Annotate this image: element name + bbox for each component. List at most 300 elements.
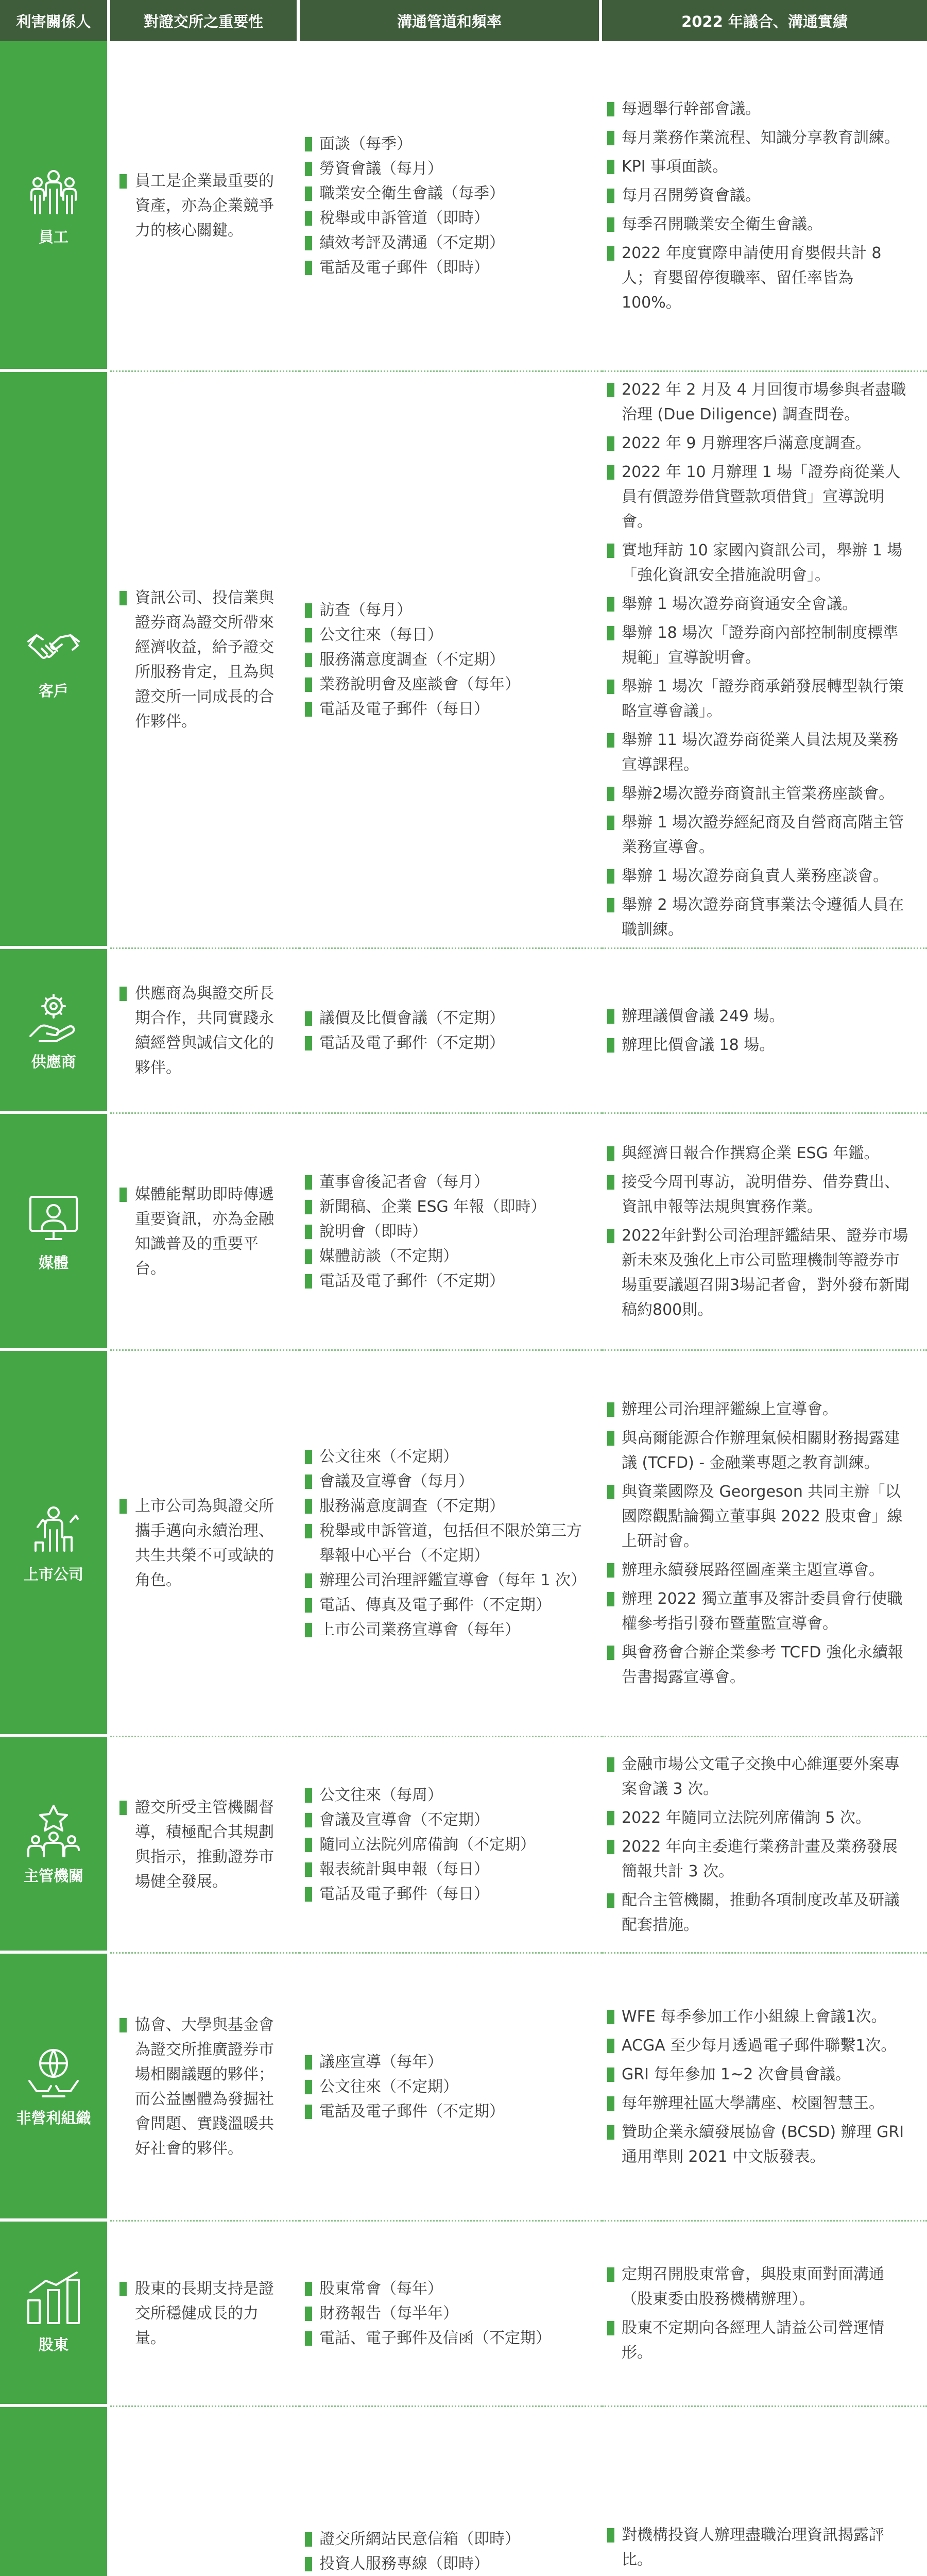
channel-item-text: 投資人服務專線（即時）: [319, 2554, 489, 2573]
result-item-text: 舉辦 1 場次證券經紀商及自營商高階主管業務宣導會。: [622, 813, 904, 856]
result-item-text: 股東不定期向各經理人請益公司營運情形。: [622, 2318, 884, 2362]
result-item-text: 舉辦 1 場次「證券商承銷發展轉型執行策略宣導會議」。: [622, 677, 904, 720]
result-item-text: 辦理永續發展路徑圖產業主題宣導會。: [622, 1561, 884, 1579]
channels-cell: [300, 1954, 602, 2222]
regulator-icon: [25, 1803, 82, 1859]
bullet-marker: [607, 2125, 614, 2140]
stakeholder-cell: [0, 1351, 110, 1737]
bullet-marker: [607, 2096, 614, 2111]
result-item: [607, 810, 912, 860]
bullet-marker: [305, 628, 312, 642]
header-channels: 溝通管道和頻率: [300, 0, 602, 41]
result-item: [607, 1587, 912, 1636]
bullet-marker: [305, 2532, 312, 2547]
result-item: [607, 1224, 912, 1323]
result-item-text: WFE 每季參加工作小組線上會議1次。: [622, 2007, 887, 2026]
result-item-text: 2022 年 2 月及 4 月回復市場參與者盡職治理 (Due Diligence) 調查問卷。: [622, 380, 906, 423]
result-item: [607, 1558, 912, 1583]
result-item-text: 舉辦2場次證券商資訊主管業務座談會。: [622, 784, 895, 803]
result-item-text: 2022年針對公司治理評鑑結果、證券市場新未來及強化上市公司監理機制等證券市場重要議題召開3場記者會，對外發布新聞稿約800則。: [622, 1226, 910, 1319]
channels-list: [305, 2527, 592, 2576]
channel-item: [305, 132, 592, 157]
bullet-marker: [607, 733, 614, 748]
bullet-marker: [305, 1475, 312, 1489]
channels-list: [305, 2277, 592, 2351]
bullet-marker: [607, 597, 614, 612]
channel-item-text: 說明會（即時）: [319, 1222, 427, 1241]
stakeholder-row: [0, 2407, 927, 2576]
result-item: [607, 2091, 912, 2116]
bullet-marker: [119, 2282, 127, 2296]
result-item: [607, 2316, 912, 2365]
result-item-text: 辦理議價會議 249 場。: [622, 1007, 785, 1025]
result-item: [607, 1806, 912, 1831]
importance-cell: [110, 1737, 300, 1954]
bullet-marker: [607, 131, 614, 145]
results-cell: [602, 1737, 927, 1954]
bullet-marker: [305, 162, 312, 176]
result-item-text: 對機構投資人辦理盡職治理資訊揭露評比。: [622, 2526, 884, 2569]
channel-item-text: 稅舉或申訴管道，包括但不限於第三方舉報中心平台（不定期）: [319, 1521, 582, 1565]
channels-list: [305, 598, 592, 722]
bullet-marker: [607, 1840, 614, 1854]
result-item: [607, 155, 912, 179]
importance-text: 證交所受主管機關督導，積極配合其規劃與指示，推動證券市場健全發展。: [135, 1798, 274, 1891]
stakeholder-row: [0, 1114, 927, 1351]
result-item: [607, 2120, 912, 2170]
channels-cell: [300, 2222, 602, 2407]
importance-block: [119, 1494, 285, 1593]
channel-item-text: 電話及電子郵件（不定期）: [319, 1272, 505, 1290]
bullet-marker: [607, 1009, 614, 1024]
header-stakeholder: 利害關係人: [0, 0, 110, 41]
channel-item-text: 證交所網站民意信箱（即時）: [319, 2530, 520, 2548]
result-item-text: 2022 年 10 月辦理 1 場「證券商從業人員有價證券借貸暨款項借貸」宣導說明會。: [622, 463, 901, 531]
bullet-marker: [119, 1801, 127, 1815]
bullet-marker: [607, 1811, 614, 1825]
channel-item-text: 上市公司業務宣導會（每年）: [319, 1620, 520, 1639]
stakeholder-row: [0, 372, 927, 949]
channel-item-text: 股東常會（每年）: [319, 2279, 443, 2298]
result-item: [607, 212, 912, 237]
channel-item-text: 勞資會議（每月）: [319, 159, 443, 178]
result-item: [607, 782, 912, 806]
channel-item: [305, 2527, 592, 2552]
channel-item: [305, 1006, 592, 1031]
bullet-marker: [305, 1011, 312, 1026]
result-item: [607, 1426, 912, 1476]
channel-item: [305, 2326, 592, 2351]
bullet-marker: [607, 898, 614, 912]
channels-list: [305, 1006, 592, 1056]
stakeholder-row: [0, 1954, 927, 2222]
results-list: [607, 1141, 912, 1323]
result-item: [607, 2005, 912, 2029]
importance-text: 員工是企業最重要的資產，亦為企業競爭力的核心關鍵。: [135, 172, 274, 240]
result-item: [607, 2062, 912, 2087]
result-item-text: 舉辦 11 場次證券商從業人員法規及業務宣導課程。: [622, 731, 899, 774]
bullet-marker: [305, 1450, 312, 1464]
channel-item: [305, 181, 592, 206]
bullet-marker: [305, 1036, 312, 1050]
channel-item-text: 服務滿意度調查（不定期）: [319, 650, 505, 669]
bullet-marker: [607, 869, 614, 884]
result-item-text: ACGA 至少每月透過電子郵件聯繫1次。: [622, 2036, 897, 2055]
bullet-marker: [119, 174, 127, 189]
result-item: [607, 538, 912, 588]
results-cell: [602, 372, 927, 949]
stakeholder-name: 股東: [38, 2336, 68, 2353]
importance-cell: [110, 949, 300, 1114]
channels-cell: [300, 2407, 602, 2576]
bullet-marker: [607, 1646, 614, 1660]
importance-text: 媒體能幫助即時傳遞重要資訊，亦為金融知識普及的重要平台。: [135, 1185, 274, 1278]
bullet-marker: [305, 1813, 312, 1827]
result-item-text: 舉辦 1 場次證券商負責人業務座談會。: [622, 867, 889, 885]
bullet-marker: [607, 2010, 614, 2024]
importance-block: [119, 586, 285, 734]
employee-icon: [25, 164, 82, 221]
results-list: [607, 2262, 912, 2365]
channel-item: [305, 2050, 592, 2075]
channel-item: [305, 1445, 592, 1469]
channel-item-text: 電話及電子郵件（不定期）: [319, 1033, 505, 1052]
bullet-marker: [607, 1038, 614, 1053]
channel-item: [305, 1833, 592, 1857]
header-row: [0, 0, 927, 41]
bullet-marker: [607, 2039, 614, 2053]
result-item: [607, 1141, 912, 1166]
result-item-text: 2022 年 9 月辦理客戶滿意度調查。: [622, 434, 871, 452]
bullet-marker: [607, 816, 614, 830]
bullet-marker: [305, 1249, 312, 1264]
bullet-marker: [305, 1175, 312, 1190]
bullet-marker: [305, 603, 312, 618]
result-item-text: 舉辦 2 場次證券商貸事業法令遵循人員在職訓練。: [622, 895, 904, 939]
stakeholder-row: [0, 1351, 927, 1737]
bullet-marker: [607, 1146, 614, 1161]
channels-cell: [300, 41, 602, 372]
header-importance: 對證交所之重要性: [110, 0, 300, 41]
channel-item: [305, 157, 592, 181]
channel-item-text: 財務報告（每半年）: [319, 2304, 458, 2323]
result-item: [607, 1004, 912, 1029]
bullet-marker: [607, 1485, 614, 1499]
result-item: [607, 1480, 912, 1554]
stakeholder-name: 員工: [38, 228, 68, 246]
stakeholder-row: [0, 949, 927, 1114]
result-item-text: 定期召開股東常會，與股東面對面溝通（股東委由股務機構辦理）。: [622, 2265, 884, 2308]
bullet-marker: [305, 653, 312, 667]
channel-item: [305, 1469, 592, 1494]
result-item-text: 每月召開勞資會議。: [622, 186, 761, 205]
results-list: [607, 2523, 912, 2576]
channel-item: [305, 672, 592, 697]
channel-item-text: 電話及電子郵件（每日）: [319, 1885, 489, 1903]
bullet-marker: [607, 1757, 614, 1772]
channel-item-text: 電話、傳真及電子郵件（不定期）: [319, 1596, 551, 1614]
result-item: [607, 1170, 912, 1219]
bullet-marker: [305, 2557, 312, 2571]
bullet-marker: [305, 137, 312, 151]
bullet-marker: [305, 261, 312, 275]
result-item: [607, 1888, 912, 1938]
channel-item: [305, 1494, 592, 1519]
results-cell: [602, 949, 927, 1114]
bullet-marker: [305, 2307, 312, 2321]
channel-item: [305, 1269, 592, 1294]
result-item: [607, 126, 912, 150]
bullet-marker: [305, 211, 312, 226]
result-item: [607, 1033, 912, 1058]
importance-cell: [110, 41, 300, 372]
channel-item: [305, 2075, 592, 2099]
importance-text: 供應商為與證交所長期合作，共同實踐永續經營與誠信文化的夥伴。: [135, 984, 274, 1077]
channel-item-text: 電話及電子郵件（不定期）: [319, 2102, 505, 2121]
bullet-marker: [607, 1229, 614, 1243]
bullet-marker: [607, 1402, 614, 1417]
stakeholder-name: 主管機關: [23, 1867, 83, 1885]
channel-item: [305, 1882, 592, 1907]
channel-item-text: 電話及電子郵件（每日）: [319, 700, 489, 718]
bullet-marker: [305, 2282, 312, 2296]
stakeholder-cell: [0, 2222, 110, 2407]
channel-item-text: 公文往來（每周）: [319, 1786, 443, 1804]
result-item-text: 實地拜訪 10 家國內資訊公司，舉辦 1 場「強化資訊安全措施說明會」。: [622, 541, 903, 584]
channel-item-text: 電話及電子郵件（即時）: [319, 258, 489, 277]
result-item: [607, 431, 912, 456]
stakeholder-name: 供應商: [31, 1053, 76, 1071]
stakeholder-cell: [0, 372, 110, 949]
channels-cell: [300, 372, 602, 949]
result-item-text: 辦理 2022 獨立董事及審計委員會行使職權參考指引發布暨董監宣導會。: [622, 1589, 903, 1633]
stakeholder-name: 上市公司: [23, 1566, 83, 1583]
bullet-marker: [305, 702, 312, 717]
channels-list: [305, 1445, 592, 1642]
result-item-text: 配合主管機關，推動各項制度改革及研議配套措施。: [622, 1891, 900, 1934]
header-results: 2022 年議合、溝通實績: [602, 0, 927, 41]
result-item-text: 2022 年向主委進行業務計畫及業務發展簡報共計 3 次。: [622, 1837, 898, 1880]
bullet-marker: [305, 1862, 312, 1877]
channel-item-text: 新聞稿、企業 ESG 年報（即時）: [319, 1197, 546, 1216]
bullet-marker: [305, 1887, 312, 1902]
bullet-marker: [607, 1893, 614, 1908]
importance-block: [119, 2013, 285, 2161]
channels-list: [305, 2050, 592, 2124]
bullet-marker: [305, 1598, 312, 1613]
bullet-marker: [607, 217, 614, 232]
result-item-text: 贊助企業永續發展協會 (BCSD) 辦理 GRI 通用準則 2021 中文版發表。: [622, 2123, 904, 2166]
stakeholder-name: 客戶: [38, 682, 68, 700]
importance-text: 股東的長期支持是證交所穩健成長的力量。: [135, 2279, 274, 2347]
importance-block: [119, 981, 285, 1080]
channel-item: [305, 1195, 592, 1219]
importance-block: [119, 169, 285, 243]
channels-cell: [300, 949, 602, 1114]
channels-cell: [300, 1737, 602, 1954]
bullet-marker: [607, 2267, 614, 2282]
stakeholder-cell: [0, 41, 110, 372]
channel-item: [305, 1593, 592, 1618]
stakeholder-name: 非營利組織: [16, 2109, 91, 2127]
channel-item-text: 董事會後記者會（每月）: [319, 1173, 489, 1191]
bullet-marker: [305, 2331, 312, 2346]
channel-item-text: 職業安全衛生會議（每季）: [319, 184, 505, 202]
importance-block: [119, 1795, 285, 1894]
bullet-marker: [607, 383, 614, 397]
bullet-marker: [607, 2528, 614, 2543]
result-item: [607, 592, 912, 617]
shareholder-icon: [25, 2272, 82, 2328]
channel-item: [305, 206, 592, 231]
channel-item-text: 會議及宣導會（不定期）: [319, 1810, 489, 1829]
stakeholder-cell: [0, 949, 110, 1114]
result-item: [607, 674, 912, 724]
channel-item-text: 媒體訪談（不定期）: [319, 1247, 458, 1265]
result-item: [607, 864, 912, 889]
channel-item: [305, 2552, 592, 2576]
channel-item-text: 報表統計與申報（每日）: [319, 1860, 489, 1878]
channels-cell: [300, 1114, 602, 1351]
bullet-marker: [305, 1499, 312, 1514]
stakeholder-row: [0, 41, 927, 372]
result-item: [607, 378, 912, 427]
bullet-marker: [305, 1573, 312, 1588]
channel-item-text: 電話、電子郵件及信函（不定期）: [319, 2329, 551, 2347]
bullet-marker: [119, 987, 127, 1001]
channel-item: [305, 2301, 592, 2326]
bullet-marker: [305, 1838, 312, 1852]
importance-cell: [110, 2407, 300, 2576]
results-list: [607, 97, 912, 315]
npo-icon: [25, 2045, 82, 2102]
channel-item-text: 隨同立法院列席備詢（不定期）: [319, 1835, 536, 1854]
bullet-marker: [305, 1200, 312, 1214]
importance-block: [119, 1182, 285, 1281]
results-list: [607, 2005, 912, 2170]
channel-item-text: 訪查（每月）: [319, 601, 412, 619]
results-cell: [602, 2222, 927, 2407]
stakeholder-name: 媒體: [38, 1254, 68, 1272]
importance-cell: [110, 372, 300, 949]
channel-item-text: 公文往來（每日）: [319, 625, 443, 644]
bullet-marker: [607, 1431, 614, 1446]
channel-item: [305, 231, 592, 256]
listed-company-icon: [25, 1501, 82, 1558]
stakeholder-row: [0, 1737, 927, 1954]
table-header: [0, 0, 927, 41]
stakeholder-cell: [0, 2407, 110, 2576]
result-item: [607, 183, 912, 208]
stakeholder-row: [0, 2222, 927, 2407]
channel-item-text: 服務滿意度調查（不定期）: [319, 1497, 505, 1515]
bullet-marker: [119, 1188, 127, 1202]
bullet-marker: [305, 2080, 312, 2094]
handshake-icon: [25, 618, 82, 674]
channel-item: [305, 1031, 592, 1056]
channel-item: [305, 1618, 592, 1642]
result-item-text: 舉辦 18 場次「證券商內部控制制度標準規範」宣導說明會。: [622, 623, 899, 667]
bullet-marker: [607, 2067, 614, 2082]
stakeholder-cell: [0, 1114, 110, 1351]
result-item: [607, 2523, 912, 2572]
bullet-marker: [607, 544, 614, 558]
bullet-marker: [607, 1563, 614, 1578]
importance-text: 協會、大學與基金會為證交所推廣證券市場相關議題的夥伴；而公益團體為發掘社會問題、實踐溫暖共好社會的夥伴。: [135, 2015, 274, 2158]
result-item: [607, 1640, 912, 1690]
channel-item: [305, 623, 592, 648]
channel-item: [305, 697, 592, 722]
bullet-marker: [119, 1499, 127, 1514]
result-item-text: 與會務會合辦企業參考 TCFD 強化永續報告書揭露宣導會。: [622, 1643, 903, 1686]
bullet-marker: [119, 591, 127, 605]
channel-item: [305, 1519, 592, 1568]
result-item: [607, 460, 912, 534]
result-item-text: 每年辦理社區大學講座、校園智慧王。: [622, 2094, 884, 2112]
bullet-marker: [305, 2055, 312, 2070]
result-item-text: 與高爾能源合作辦理氣候相關財務揭露建議 (TCFD) - 金融業專題之教育訓練。: [622, 1429, 900, 1472]
channels-list: [305, 132, 592, 280]
bullet-marker: [607, 160, 614, 174]
result-item: [607, 2033, 912, 2058]
result-item: [607, 621, 912, 670]
result-item: [607, 97, 912, 122]
results-list: [607, 1004, 912, 1058]
channel-item: [305, 598, 592, 623]
channel-item: [305, 1783, 592, 1808]
importance-cell: [110, 2222, 300, 2407]
importance-cell: [110, 1954, 300, 2222]
results-list: [607, 1752, 912, 1938]
channel-item: [305, 2277, 592, 2301]
bullet-marker: [305, 236, 312, 250]
results-list: [607, 1397, 912, 1690]
result-item: [607, 1397, 912, 1422]
result-item-text: GRI 每年參加 1~2 次會員會議。: [622, 2065, 851, 2083]
bullet-marker: [607, 626, 614, 640]
channel-item: [305, 2099, 592, 2124]
bullet-marker: [607, 189, 614, 203]
bullet-marker: [305, 1274, 312, 1289]
channel-item: [305, 1568, 592, 1593]
result-item-text: KPI 事項面談。: [622, 157, 728, 176]
bullet-marker: [305, 1788, 312, 1803]
result-item-text: 與資業國際及 Georgeson 共同主辦「以國際觀點論獨立董事與 2022 股東會」線上研討會。: [622, 1482, 903, 1550]
stakeholder-cell: [0, 1737, 110, 1954]
results-list: [607, 378, 912, 942]
channel-item-text: 公文往來（不定期）: [319, 1447, 458, 1466]
bullet-marker: [607, 246, 614, 261]
bullet-marker: [607, 680, 614, 694]
channel-item-text: 辦理公司治理評鑑宣導會（每年 1 次）: [319, 1571, 587, 1589]
importance-text: 資訊公司、投信業與證券商為證交所帶來經濟收益，給予證交所服務肯定，且為與證交所一同成長的合作夥伴。: [135, 588, 274, 731]
supplier-icon: [25, 989, 82, 1045]
results-cell: [602, 41, 927, 372]
channel-item-text: 會議及宣導會（每月）: [319, 1472, 474, 1490]
results-cell: [602, 1954, 927, 2222]
channels-cell: [300, 1351, 602, 1737]
channels-list: [305, 1170, 592, 1294]
bullet-marker: [305, 1524, 312, 1538]
result-item-text: 舉辦 1 場次證券商資通安全會議。: [622, 595, 858, 613]
bullet-marker: [305, 677, 312, 692]
channel-item: [305, 1857, 592, 1882]
bullet-marker: [305, 1225, 312, 1239]
channel-item: [305, 1219, 592, 1244]
bullet-marker: [119, 2018, 127, 2032]
importance-cell: [110, 1114, 300, 1351]
result-item-text: 辦理公司治理評鑑線上宣導會。: [622, 1400, 838, 1418]
